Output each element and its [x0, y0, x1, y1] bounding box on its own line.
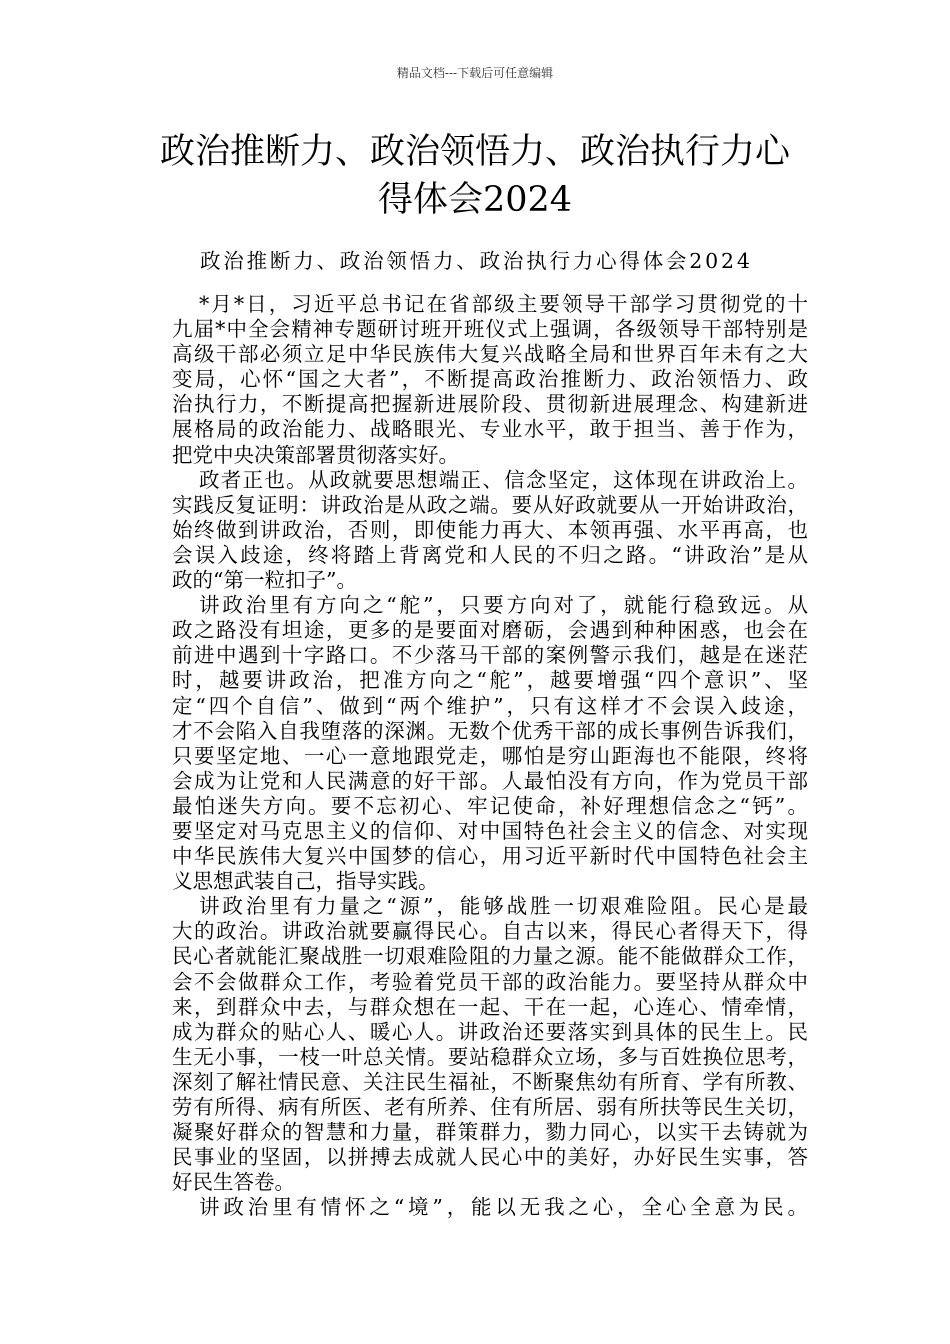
paragraph-2-line-2: 实践反复证明：讲政治是从政之端。要从好政就要从一开始讲政治， [172, 492, 808, 517]
paragraph-3-line-12: 义思想武装自己，指导实践。 [172, 869, 439, 894]
title-line-1: 政治推断力、政治领悟力、政治执行力心 [159, 132, 790, 172]
paragraph-1-line-6: 展格局的政治能力、战略眼光、专业水平，敢于担当、善于作为， [172, 417, 808, 442]
paragraph-4-line-11: 民事业的坚固，以拼搏去成就人民心中的美好，办好民生实事，答 [172, 1145, 808, 1170]
paragraph-2-line-3: 始终做到讲政治，否则，即使能力再大、本领再强、水平再高，也 [172, 517, 808, 542]
paragraph-3-line-1: 讲政治里有方向之“舵”，只要方向对了，就能行稳致远。从 [199, 593, 808, 618]
paragraph-1-line-3: 高级干部必须立足中华民族伟大复兴战略全局和世界百年未有之大 [172, 342, 808, 367]
paragraph-1-line-7: 把党中央决策部署贯彻落实好。 [172, 442, 459, 467]
paragraph-3-line-2: 政之路没有坦途，更多的是要面对磨砺，会遇到种种困惑，也会在 [172, 618, 808, 643]
paragraph-3-line-7: 只要坚定地、一心一意地跟党走，哪怕是穷山距海也不能限，终将 [172, 743, 808, 768]
paragraph-3-line-11: 中华民族伟大复兴中国梦的信心，用习近平新时代中国特色社会主 [172, 844, 808, 869]
paragraph-1-line-2: 九届*中全会精神专题研讨班开班仪式上强调，各级领导干部特别是 [172, 317, 808, 342]
paragraph-1-line-1: *月*日，习近平总书记在省部级主要领导干部学习贯彻党的十 [199, 292, 808, 316]
paragraph-5 [172, 1195, 808, 1220]
paragraph-2 [172, 468, 808, 593]
paragraph-1 [172, 292, 808, 468]
document-body [172, 292, 808, 1220]
paragraph-5-line-1: 讲政治里有情怀之“境”，能以无我之心，全心全意为民。 [199, 1195, 808, 1220]
paragraph-4-line-3: 民心者就能汇聚战胜一切艰难险阻的力量之源。能不能做群众工作， [172, 944, 808, 969]
paragraph-4-line-2: 大的政治。讲政治就要赢得民心。自古以来，得民心者得天下，得 [172, 919, 808, 944]
paragraph-4-line-6: 成为群众的贴心人、暖心人。讲政治还要落实到具体的民生上。民 [172, 1019, 808, 1044]
paragraph-3-line-6: 才不会陷入自我堕落的深渊。无数个优秀干部的成长事例告诉我们， [172, 718, 808, 743]
document-subtitle: 政治推断力、政治领悟力、政治执行力心得体会2024 [200, 249, 753, 273]
document-title [0, 128, 950, 224]
paragraph-2-line-5: 政的“第一粒扣子”。 [172, 568, 357, 593]
paragraph-3-line-9: 最怕迷失方向。要不忘初心、牢记使命，补好理想信念之“钙”。 [172, 793, 808, 818]
paragraph-3-line-3: 前进中遇到十字路口。不少落马干部的案例警示我们，越是在迷茫 [172, 643, 808, 668]
paragraph-2-line-1: 政者正也。从政就要思想端正、信念坚定，这体现在讲政治上。 [199, 467, 808, 492]
paragraph-4-line-12: 好民生答卷。 [172, 1170, 295, 1195]
paragraph-1-line-5: 治执行力，不断提高把握新进展阶段、贯彻新进展理念、构建新进 [172, 392, 808, 417]
paragraph-4-line-8: 深刻了解社情民意、关注民生福祉，不断聚焦幼有所育、学有所教、 [172, 1069, 808, 1094]
paragraph-3-line-5: 定“四个自信”、做到“两个维护”，只有这样才不会误入歧途， [172, 693, 808, 718]
paragraph-4-line-5: 来，到群众中去，与群众想在一起、干在一起，心连心、情牵情， [172, 994, 808, 1019]
paragraph-2-line-4: 会误入歧途，终将踏上背离党和人民的不归之路。“讲政治”是从 [172, 542, 808, 567]
paragraph-3 [172, 593, 808, 894]
paragraph-4-line-10: 凝聚好群众的智慧和力量，群策群力，勠力同心，以实干去铸就为 [172, 1120, 808, 1145]
paragraph-4-line-7: 生无小事，一枝一叶总关情。要站稳群众立场，多与百姓换位思考， [172, 1044, 808, 1069]
paragraph-1-line-4: 变局，心怀“国之大者”，不断提高政治推断力、政治领悟力、政 [172, 367, 808, 392]
page-header: 精品文档---下载后可任意编辑 [396, 66, 554, 80]
paragraph-4-line-9: 劳有所得、病有所医、老有所养、住有所居、弱有所扶等民生关切， [172, 1095, 808, 1119]
paragraph-3-line-10: 要坚定对马克思主义的信仰、对中国特色社会主义的信念、对实现 [172, 818, 808, 843]
paragraph-4-line-1: 讲政治里有力量之“源”，能够战胜一切艰难险阻。民心是最 [199, 894, 808, 919]
paragraph-4 [172, 894, 808, 1195]
paragraph-3-line-4: 时，越要讲政治，把准方向之“舵”，越要增强“四个意识”、坚 [172, 668, 808, 693]
paragraph-4-line-4: 会不会做群众工作，考验着党员干部的政治能力。要坚持从群众中 [172, 969, 808, 994]
paragraph-3-line-8: 会成为让党和人民满意的好干部。人最怕没有方向，作为党员干部 [172, 768, 808, 793]
title-line-2: 得体会2024 [377, 180, 573, 220]
